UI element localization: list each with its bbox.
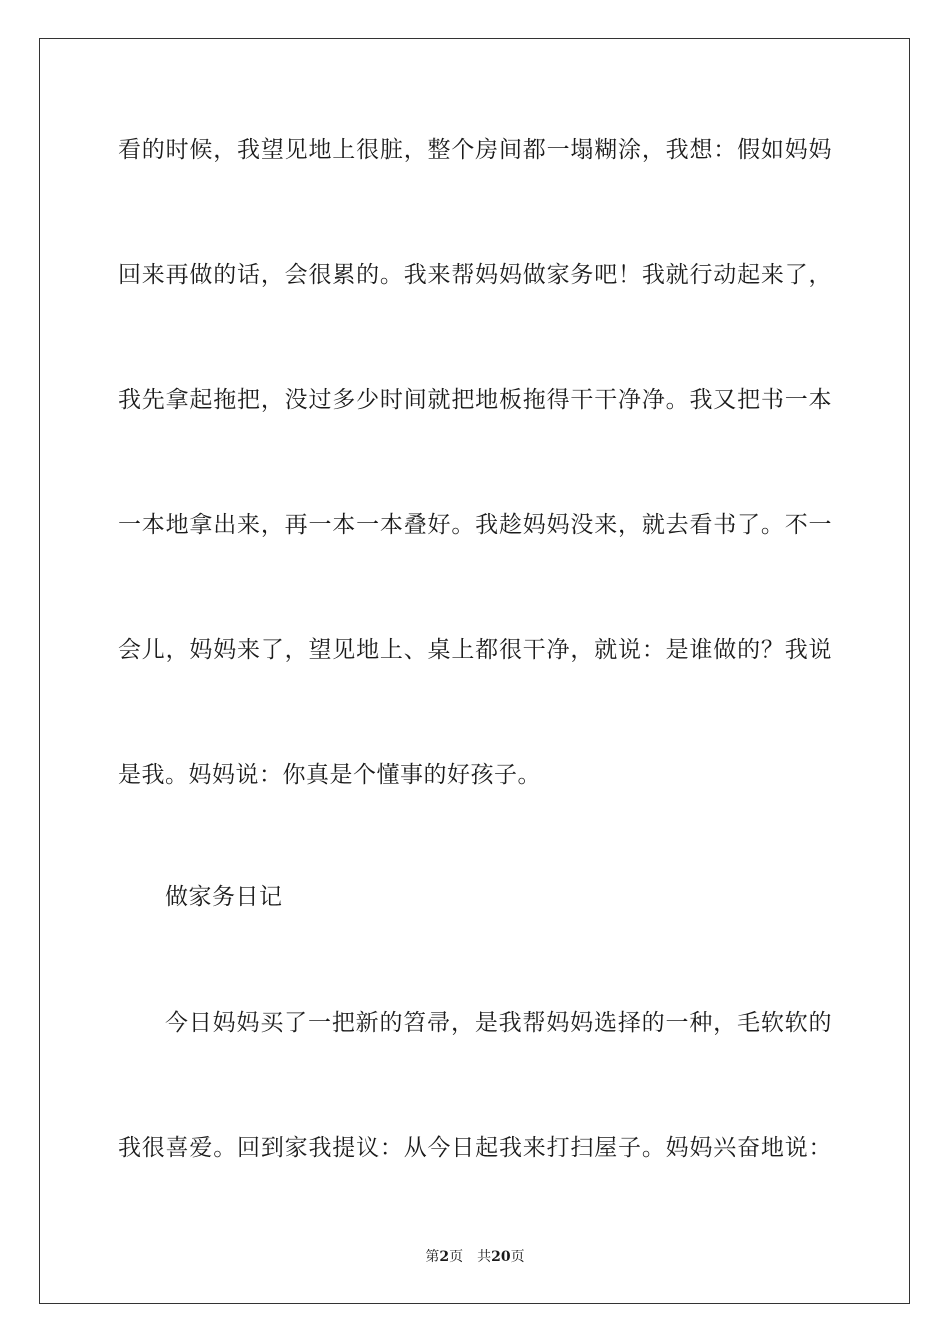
body-text-line: 今日妈妈买了一把新的笤帚，是我帮妈妈选择的一种，毛软软的 [165,1010,832,1036]
total-pages: 20 [491,1249,511,1265]
page-footer [0,1248,950,1266]
body-text-line: 我很喜爱。回到家我提议：从今日起我来打扫屋子。妈妈兴奋地说： [118,1135,832,1161]
page-border [39,38,910,1304]
body-text-line: 我先拿起拖把，没过多少时间就把地板拖得干干净净。我又把书一本 [118,387,832,413]
body-text-line: 会儿，妈妈来了，望见地上、桌上都很干净，就说：是谁做的？我说 [118,637,832,663]
body-text-line: 看的时候，我望见地上很脏，整个房间都一塌糊涂，我想：假如妈妈 [118,137,832,163]
body-text-line: 是我。妈妈说：你真是个懂事的好孩子。 [118,762,541,788]
total-prefix: 共 [477,1249,492,1265]
total-suffix: 页 [510,1249,525,1265]
page-prefix: 第 [425,1249,440,1265]
section-heading: 做家务日记 [165,884,283,910]
page-suffix: 页 [449,1249,464,1265]
page-number: 2 [439,1249,450,1265]
body-text-line: 回来再做的话，会很累的。我来帮妈妈做家务吧！我就行动起来了， [118,262,832,288]
body-text-line: 一本地拿出来，再一本一本叠好。我趁妈妈没来，就去看书了。不一 [118,512,832,538]
